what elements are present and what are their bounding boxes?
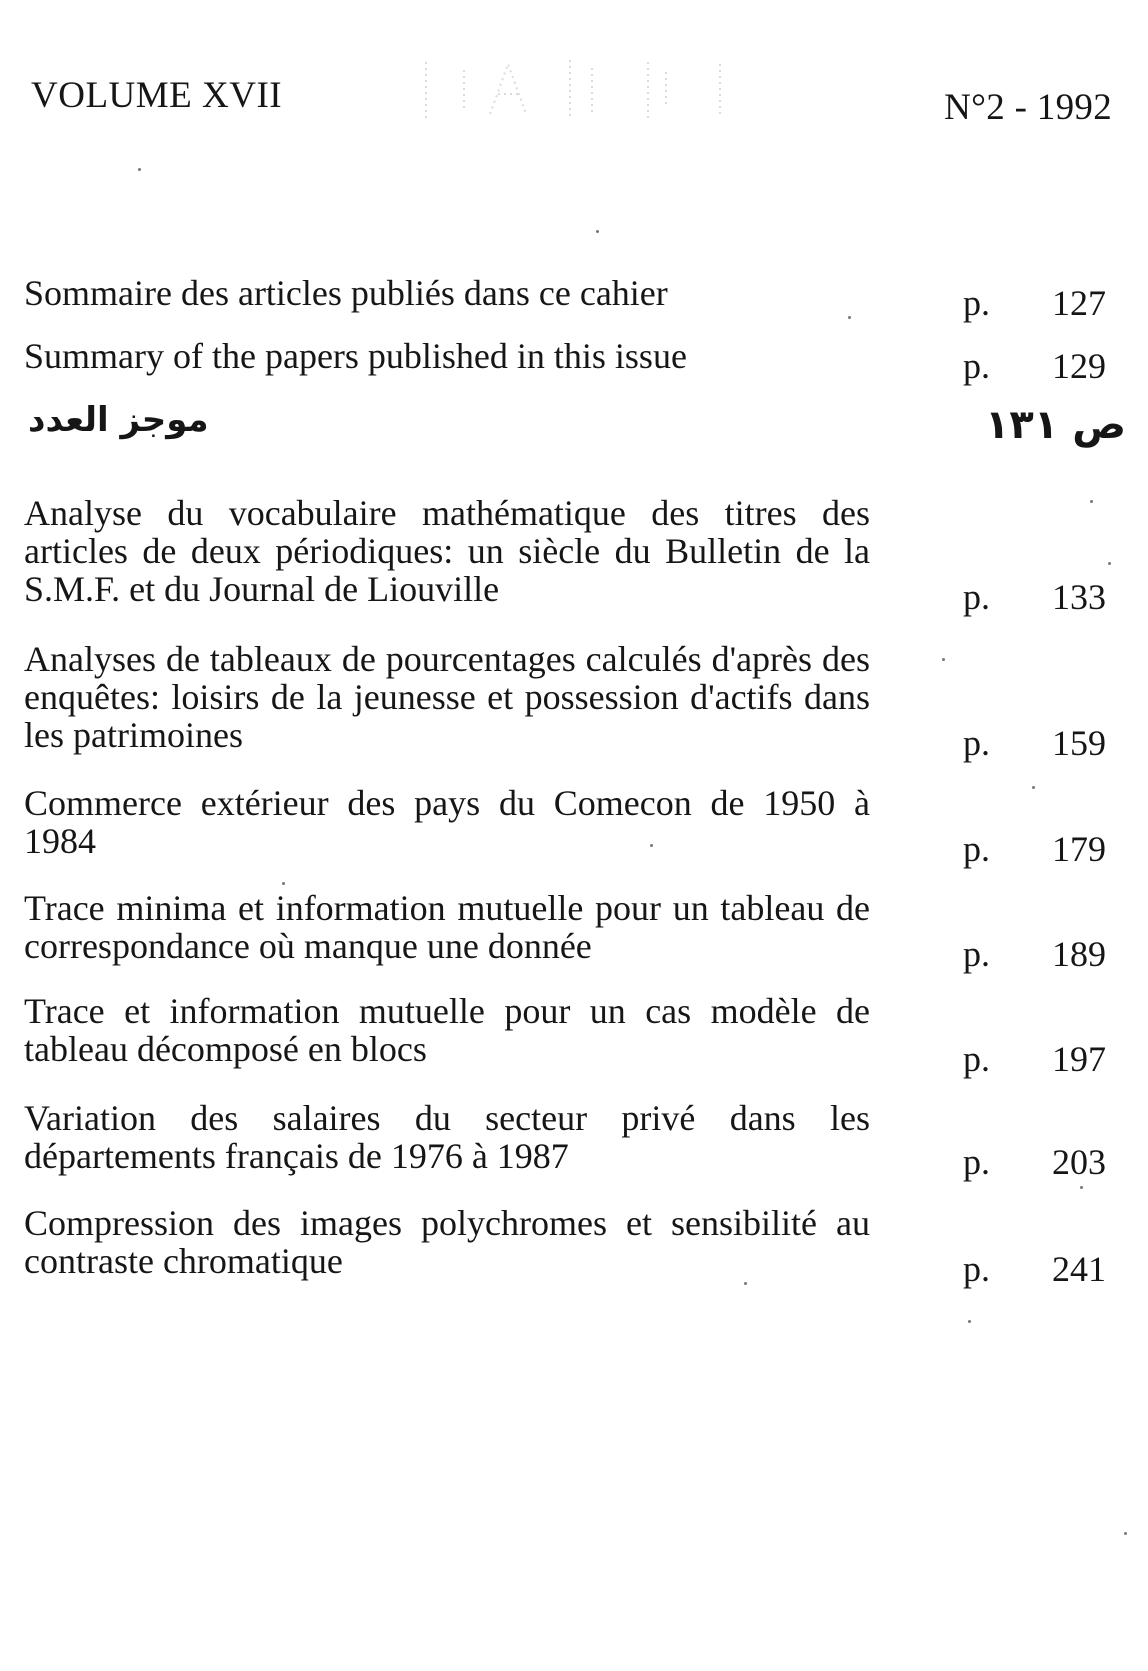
entry-page-number: 189 [1052,934,1106,974]
entry-page-number: 179 [1052,829,1106,869]
entry-page-number: 133 [1052,577,1106,617]
issue-label: N°2 - 1992 [944,87,1112,128]
volume-label: VOLUME XVII [31,75,283,116]
page-prefix: p. [963,1039,990,1079]
entry-page-number: 241 [1052,1249,1106,1289]
scan-speck [744,1282,747,1285]
scan-speck [1108,562,1111,565]
entry-title: Analyse du vocabulaire mathématique des titres des articles de deux périodiques: un siècle du Bulletin de la S.M.F. et du Journal de Liouville [24,493,870,609]
scan-speck [282,882,285,885]
page-prefix: p. [963,577,990,617]
page-prefix: p. [963,934,990,974]
scan-speck [848,316,851,319]
entry-title: Trace minima et information mutuelle pour un tableau de correspondance où manque une donnée [24,888,870,966]
entry-page-number: 127 [1052,283,1106,323]
page-prefix: p. [963,283,990,323]
entry-page-number: 129 [1052,346,1106,386]
entry-title: Variation des salaires du secteur privé dans les départements français de 1976 à 1987 [24,1098,870,1176]
scan-speck [968,1320,971,1323]
scan-speck [942,658,945,661]
entry-page-number: 159 [1052,723,1106,763]
entry-title: Sommaire des articles publiés dans ce cahier [24,273,668,313]
scan-speck [1080,1186,1083,1189]
scan-speck [596,230,599,233]
scan-speck [1124,1532,1127,1535]
entry-title: Trace et information mutuelle pour un cas modèle de tableau décomposé en blocs [24,991,870,1069]
page-prefix: p. [963,346,990,386]
arabic-page-reference: ص ١٣١ [985,402,1126,448]
entry-title: Compression des images polychromes et sensibilité au contraste chromatique [24,1203,870,1281]
entry-page-number: 203 [1052,1142,1106,1182]
page-prefix: p. [963,723,990,763]
page-prefix: p. [963,1142,990,1182]
scan-speck [138,168,141,171]
page-prefix: p. [963,1249,990,1289]
entry-page-number: 197 [1052,1039,1106,1079]
scan-speck [1032,786,1035,789]
faded-stamp-mark [420,50,740,130]
entry-title: Commerce extérieur des pays du Comecon de 1950 à 1984 [24,783,870,861]
arabic-summary-title: موجز العدد [28,400,209,440]
scan-speck [1090,500,1093,503]
entry-title: Summary of the papers published in this issue [24,336,687,376]
page-prefix: p. [963,829,990,869]
scan-speck [650,844,653,847]
entry-title: Analyses de tableaux de pourcentages calculés d'après des enquêtes: loisirs de la jeunesse et possession d'actifs dans les patrimoines [24,639,870,755]
